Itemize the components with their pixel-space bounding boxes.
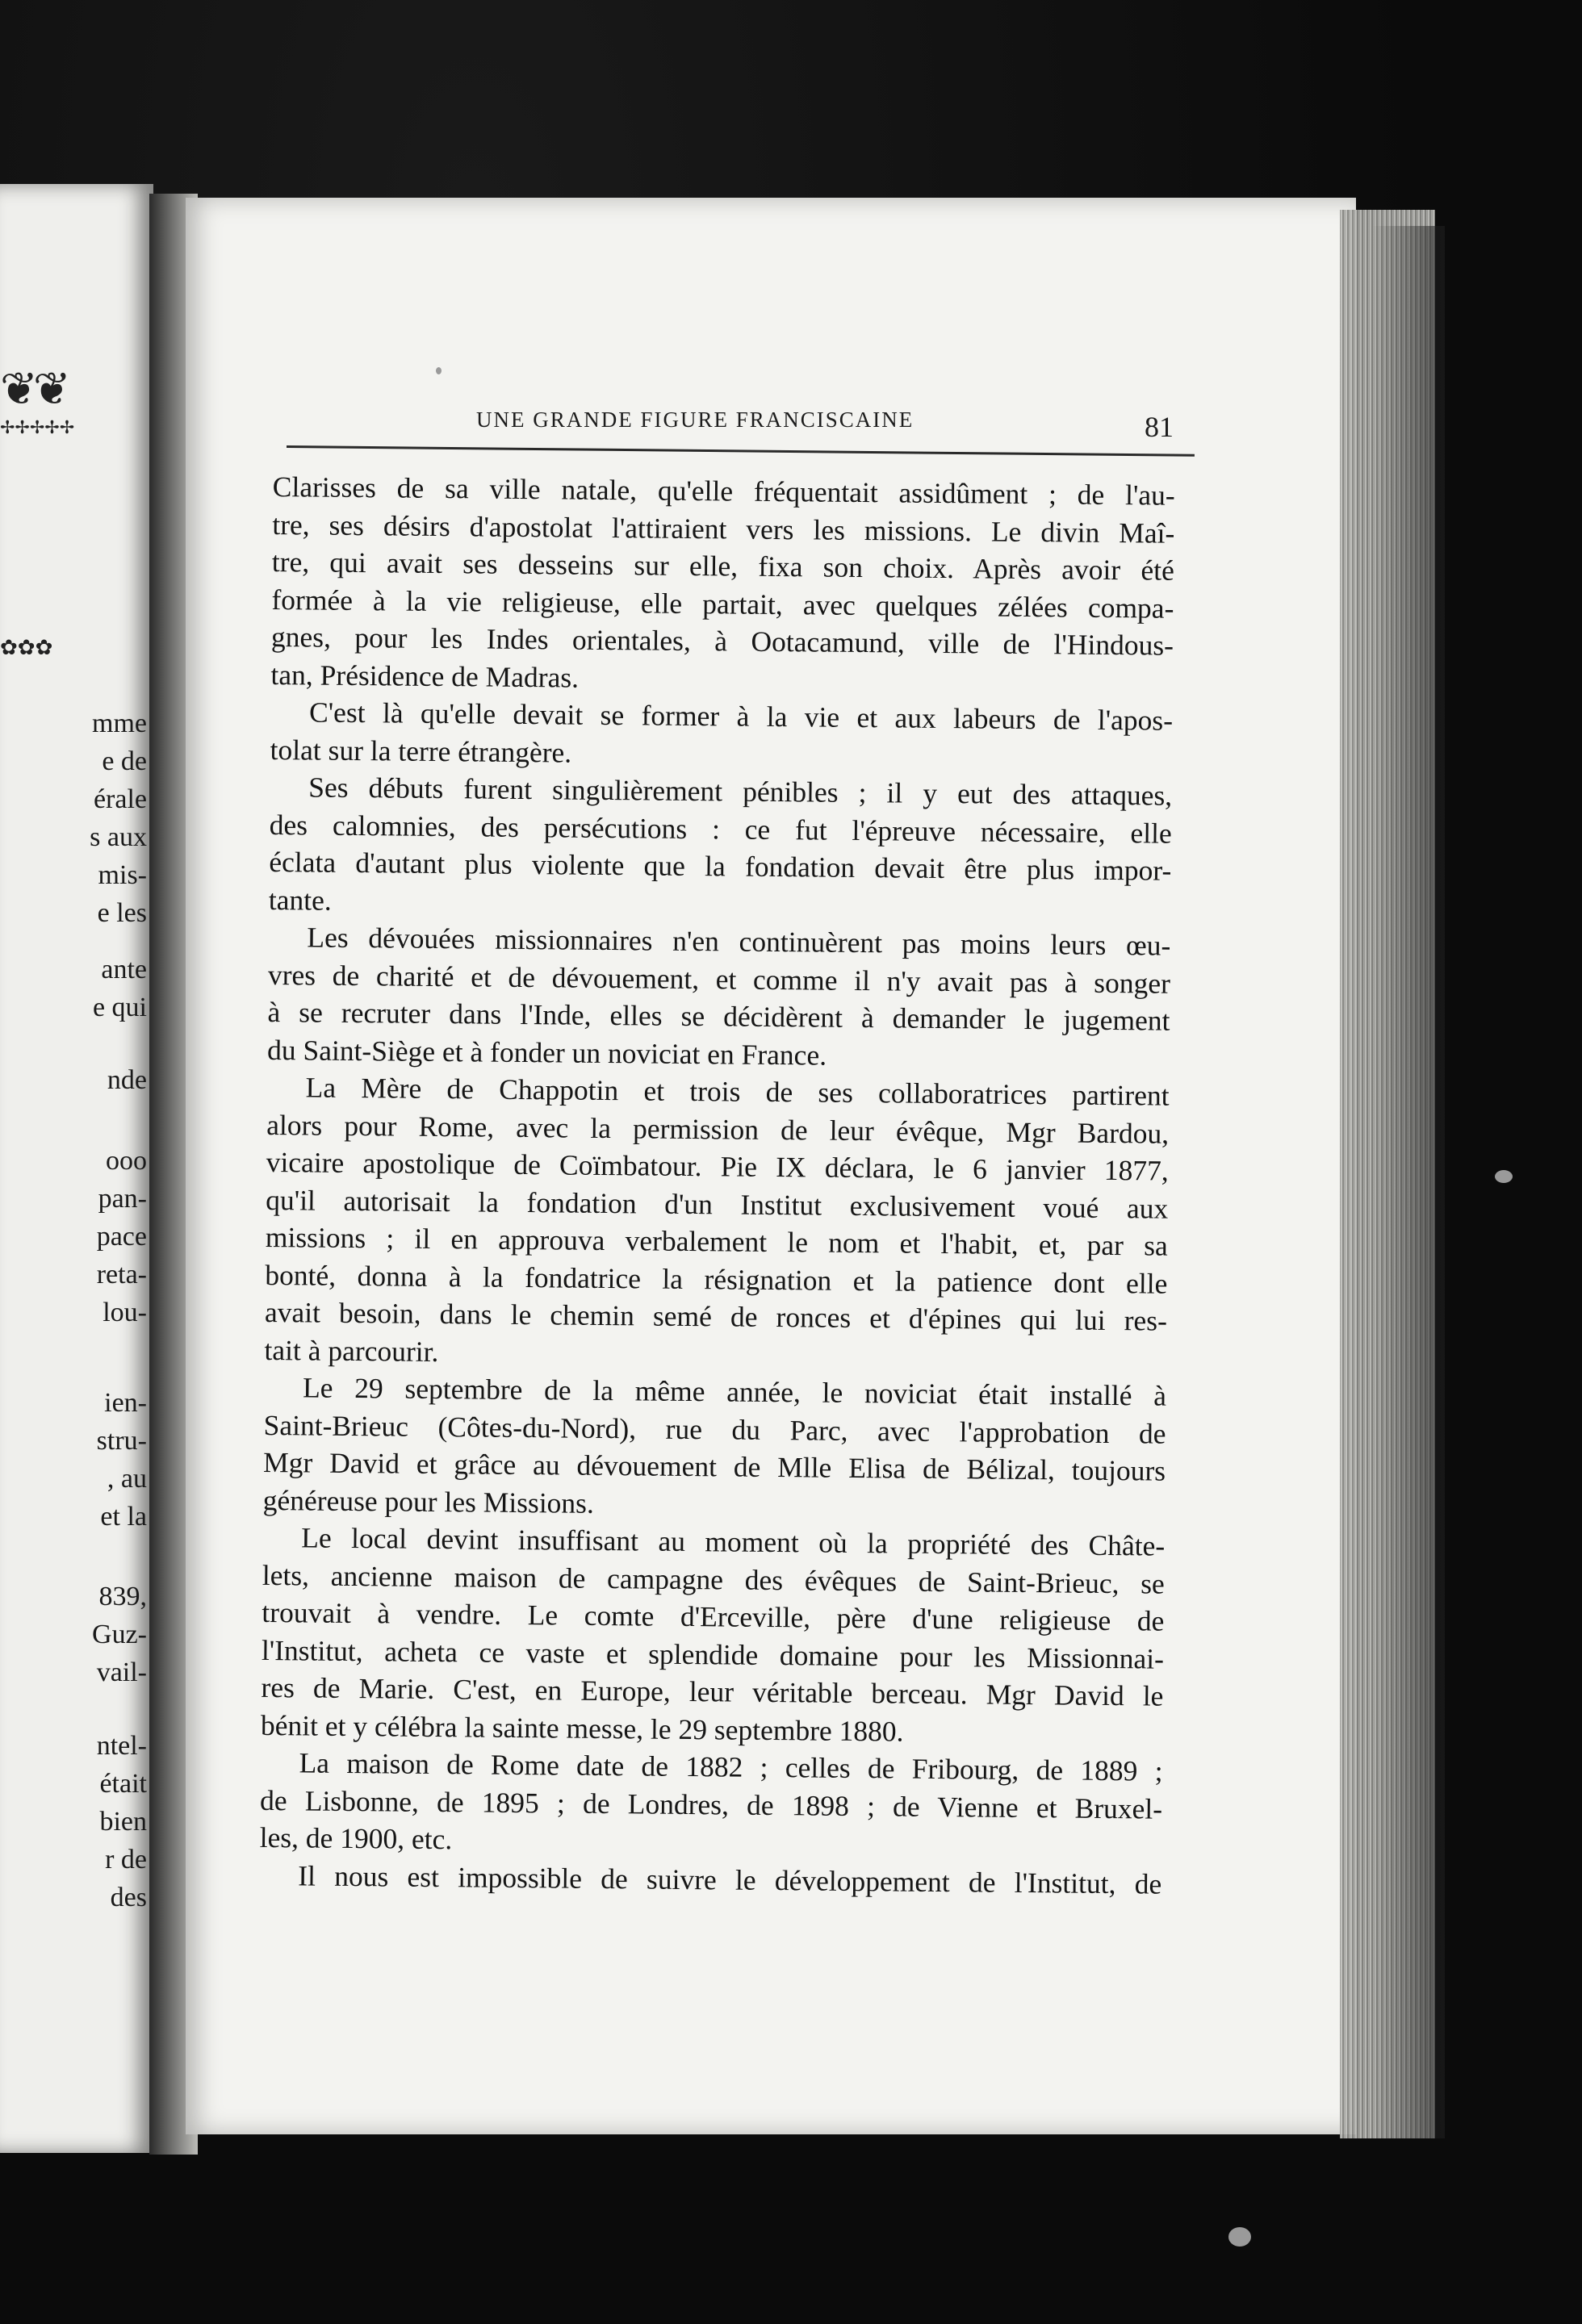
body-line: Saint-Brieuc (Côtes-du-Nord), rue du Parc, avec l'approbation de	[263, 1408, 1166, 1450]
body-line: Ses débuts furent singulièrement pénibles ; il y eut des attaques,	[308, 771, 1173, 812]
body-line: à se recruter dans l'Inde, elles se décidèrent à demander le jugement	[267, 995, 1170, 1037]
body-line: Clarisses de sa ville natale, qu'elle fréquentait assidûment ; de l'au-	[272, 470, 1175, 512]
body-line: l'Institut, acheta ce vaste et splendide domaine pour les Missionnai-	[261, 1633, 1165, 1675]
left-page-fragment: e les	[97, 898, 147, 928]
body-line: vres de charité et de dévouement, et comme il n'y avait pas à songer	[267, 958, 1171, 1000]
body-line: avait besoin, dans le chemin semé de ronces et d'épines qui lui res-	[264, 1295, 1168, 1337]
left-page-fragment: mis-	[98, 860, 147, 890]
left-page-fragment: était	[99, 1769, 147, 1799]
body-line: La maison de Rome date de 1882 ; celles de Fribourg, de 1889 ;	[299, 1746, 1163, 1787]
left-page-fragment: Guz-	[92, 1620, 147, 1649]
body-text	[259, 468, 1175, 1903]
body-line: Mgr David et grâce au dévouement de Mlle Elisa de Bélizal, toujours	[262, 1445, 1166, 1487]
left-page-ornament-band: ✿✿✿	[0, 636, 53, 660]
running-title: UNE GRANDE FIGURE FRANCISCAINE	[476, 408, 914, 432]
body-line: tait à parcourir.	[264, 1333, 439, 1368]
left-page-fragment: pan-	[98, 1184, 147, 1214]
body-line: C'est là qu'elle devait se former à la vie et aux labeurs de l'apos-	[308, 696, 1174, 737]
body-line: bénit et y célébra la sainte messe, le 29 septembre 1880.	[260, 1708, 904, 1748]
left-page-fragment: stru-	[96, 1426, 147, 1456]
body-line: tre, ses désirs d'apostolat l'attiraient vers les missions. Le divin Maî-	[272, 508, 1175, 550]
left-page-fragment: et la	[100, 1502, 147, 1532]
left-page-fragment: bien	[99, 1807, 147, 1837]
dust-speck	[1228, 2227, 1251, 2247]
dust-speck	[436, 367, 442, 374]
left-page-fragment: mme	[92, 708, 147, 738]
left-page-fragment: ooo	[106, 1146, 147, 1176]
body-line: des calomnies, des persécutions : ce fut l'épreuve nécessaire, elle	[269, 808, 1172, 850]
left-page-ornament: ❦❦	[0, 363, 66, 416]
body-line: tolat sur la terre étrangère.	[270, 733, 572, 769]
page-edges-shadow	[1372, 226, 1445, 2138]
left-page-fragment: s aux	[90, 822, 147, 852]
body-line: du Saint-Siège et à fonder un noviciat en France.	[266, 1033, 827, 1072]
body-line: lets, ancienne maison de campagne des évêques de Saint-Brieuc, se	[262, 1558, 1165, 1600]
left-page-fragment: e de	[102, 746, 147, 776]
left-page-fragment: , au	[107, 1464, 147, 1494]
left-page-fragment: r de	[105, 1845, 147, 1875]
body-line: formée à la vie religieuse, elle partait, avec quelques zélées compa-	[271, 583, 1174, 625]
dust-speck	[1495, 1170, 1513, 1183]
left-page-ornament-rule: ✢✢✢✢✢	[0, 418, 75, 438]
body-line: éclata d'autant plus violente que la fondation devait être plus impor-	[269, 845, 1172, 887]
body-line: bonté, donna à la fondatrice la résignation et la patience dont elle	[265, 1258, 1168, 1300]
left-page-fragment: ante	[101, 955, 147, 984]
left-page-fragment: nde	[107, 1065, 147, 1095]
left-page-fragment: pace	[96, 1222, 147, 1252]
body-line: tan, Présidence de Madras.	[270, 658, 580, 694]
body-line: La Mère de Chappotin et trois de ses collaboratrices partirent	[305, 1071, 1170, 1112]
body-line: Le 29 septembre de la même année, le noviciat était installé à	[302, 1371, 1167, 1412]
left-page-fragment: des	[110, 1883, 147, 1912]
left-page-fragment: reta-	[96, 1260, 147, 1289]
page-number: 81	[1145, 411, 1174, 443]
body-line: trouvait à vendre. Le comte d'Erceville, père d'une religieuse de	[262, 1595, 1165, 1637]
left-page-fragment: 839,	[98, 1582, 147, 1611]
body-line: de Lisbonne, de 1895 ; de Londres, de 1898 ; de Vienne et Bruxel-	[259, 1783, 1163, 1825]
body-line: res de Marie. C'est, en Europe, leur véritable berceau. Mgr David le	[261, 1670, 1164, 1712]
left-page-fragment: ien-	[104, 1388, 147, 1418]
body-line: missions ; il en approuva verbalement le nom et l'habit, et, par sa	[265, 1220, 1168, 1262]
body-line: tante.	[268, 883, 332, 917]
left-page-fragment: vail-	[96, 1657, 147, 1687]
left-page-fragment: e qui	[92, 993, 147, 1022]
left-page-fragment: ntel-	[96, 1731, 147, 1761]
body-line: Il nous est impossible de suivre le développement de l'Institut, de	[298, 1858, 1162, 1900]
body-line: généreuse pour les Missions.	[262, 1483, 595, 1519]
body-line: tre, qui avait ses desseins sur elle, fixa son choix. Après avoir été	[271, 545, 1175, 587]
body-line: qu'il autorisait la fondation d'un Institut exclusivement voué aux	[266, 1183, 1169, 1225]
left-page-fragment: lou-	[103, 1298, 147, 1327]
body-line: vicaire apostolique de Coïmbatour. Pie IX déclara, le 6 janvier 1877,	[266, 1145, 1169, 1187]
left-facing-page	[0, 184, 153, 2153]
left-page-fragment: érale	[93, 784, 147, 814]
body-line: les, de 1900, etc.	[259, 1820, 453, 1856]
body-line: Les dévouées missionnaires n'en continuèrent pas moins leurs œu-	[307, 921, 1171, 962]
body-line: Le local devint insuffisant au moment où la propriété des Châte-	[301, 1521, 1166, 1562]
body-line: gnes, pour les Indes orientales, à Ootacamund, ville de l'Hindous-	[270, 620, 1174, 662]
body-line: alors pour Rome, avec la permission de leur évêque, Mgr Bardou,	[266, 1108, 1170, 1150]
